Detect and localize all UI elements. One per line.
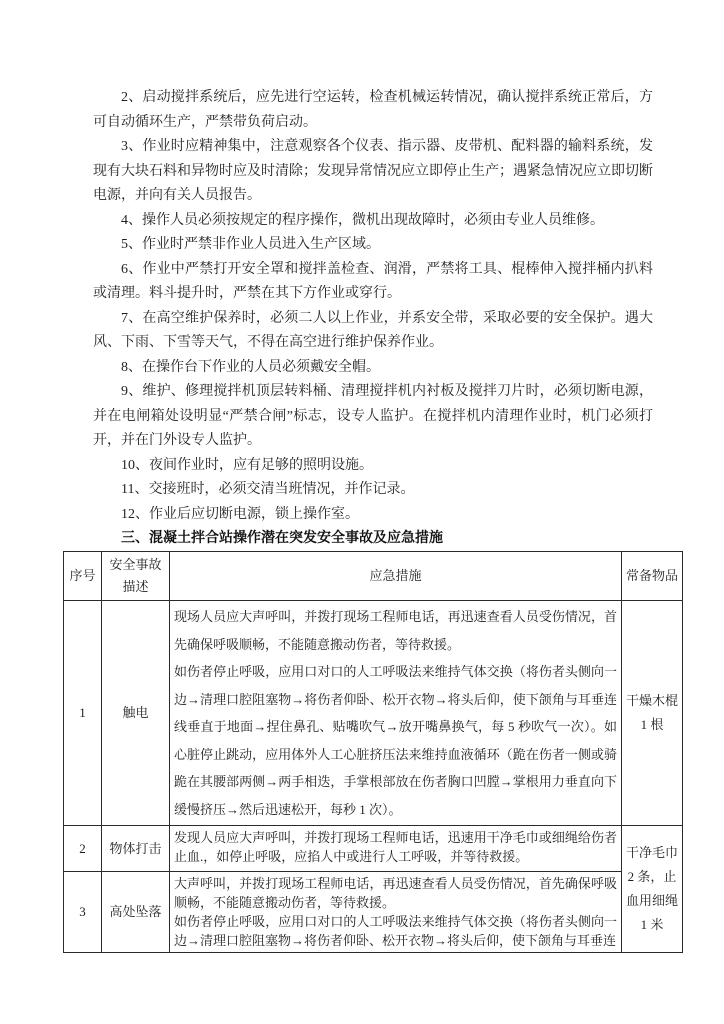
table-header-row [64,552,683,601]
row1-supplies: 干燥木棍 1 根 [622,601,683,826]
paragraph-7: 7、在高空维护保养时，必须二人以上作业，并系安全带，采取必要的安全保护。遇大风、下雨、下雪等天气，不得在高空进行维护保养作业。 [93,310,653,350]
emergency-measures-table [63,551,683,953]
paragraph-12: 12、作业后应切断电源，锁上操作室。 [121,506,359,522]
paragraph-3: 3、作业时应精神集中，注意观察各个仪表、指示器、皮带机、配料器的输料系统，发现有大块石料和异物时应及时清除；发现异常情况应立即停止生产；遇紧急情况应立即切断电源，并向有关人员报告。 [93,139,653,203]
table-row [64,601,683,826]
paragraph-8: 8、在操作台下作业的人员必须戴安全帽。 [121,359,380,375]
header-supplies: 常备物品 [622,552,683,601]
table-row [64,826,683,872]
document-body [93,86,653,552]
row2-accident: 物体打击 [102,826,170,872]
paragraph-4: 4、操作人员必须按规定的程序操作，微机出现故障时，必须由专业人员维修。 [121,212,604,228]
header-accident: 安全事故描述 [102,552,170,601]
row3-accident: 高处坠落 [102,872,170,953]
header-measures: 应急措施 [170,552,622,601]
row3-measures [170,872,622,953]
row2-measure-paragraph: 发现人员应大声呼叫，并拨打现场工程师电话，迅速用干净毛巾或细绳给伤者止血.，如停止呼吸，应掐人中或进行人工呼吸，并等待救援。 [174,830,617,864]
row3-measure-paragraph: 大声呼叫，并拨打现场工程师电话，再迅速查看人员受伤情况，首先确保呼吸顺畅，不能随意搬动伤者，等待救援。 [174,876,617,910]
row1-measure-paragraph: 如伤者停止呼吸，应用口对口的人工呼吸法来维持气体交换（将伤者头侧向一边→清理口腔阻塞物→将伤者仰卧、松开衣物→将头后仰，使下颌角与耳垂连线垂直于地面→捏住鼻孔、贴嘴吹气→放开嘴鼻换气，每 5 秒吹气一次）。如心脏停止跳动，应用体外人工心脏挤压法来维持血液循环（跪在伤者一侧或骑跪在其腰部两侧→两手相迭，手掌根部放在伤者胸口凹膛→掌根用力垂直向下缓慢挤压→然后迅速松开，每秒 1 次）。 [174,664,617,817]
paragraph-5: 5、作业时严禁非作业人员进入生产区域。 [121,237,380,252]
paragraph-2: 2、启动搅拌系统后，应先进行空运转，检查机械运转情况，确认搅拌系统正常后，方可自动循环生产，严禁带负荷启动。 [93,90,653,130]
paragraph-9: 9、维护、修理搅拌机顶层转料桶、清理搅拌机内衬板及搅拌刀片时，必须切断电源，并在电闸箱处设明显“严禁合闸”标志，设专人监护。在搅拌机内清理作业时，机门必须打开，并在门外设专人监护。 [93,384,653,448]
row2-row3-supplies: 干净毛巾 2 条，止血用细绳 1 米 [622,826,683,953]
table-row [64,872,683,953]
row1-no: 1 [64,601,102,826]
row2-no: 2 [64,826,102,872]
header-no: 序号 [64,552,102,601]
row2-measures [170,826,622,872]
row3-no: 3 [64,872,102,953]
row1-measure-paragraph: 现场人员应大声呼叫，并拨打现场工程师电话，再迅速查看人员受伤情况，首先确保呼吸顺畅，不能随意搬动伤者，等待救援。 [174,609,617,652]
row3-measure-paragraph: 如伤者停止呼吸，应用口对口的人工呼吸法来维持气体交换（将伤者头侧向一边→清理口腔阻塞物→将伤者仰卧、松开衣物→将头后仰，使下颌角与耳垂连 [174,914,617,948]
row1-measures [170,601,622,826]
section-heading: 三、混凝土拌合站操作潜在突发安全事故及应急措施 [121,531,443,546]
paragraph-6: 6、作业中严禁打开安全罩和搅拌盖检查、润滑，严禁将工具、棍棒伸入搅拌桶内扒料或清理。料斗提升时，严禁在其下方作业或穿行。 [93,261,653,301]
paragraph-11: 11、交接班时，必须交清当班情况，并作记录。 [121,482,415,497]
paragraph-10: 10、夜间作业时，应有足够的照明设施。 [121,457,373,473]
row1-accident: 触电 [102,601,170,826]
